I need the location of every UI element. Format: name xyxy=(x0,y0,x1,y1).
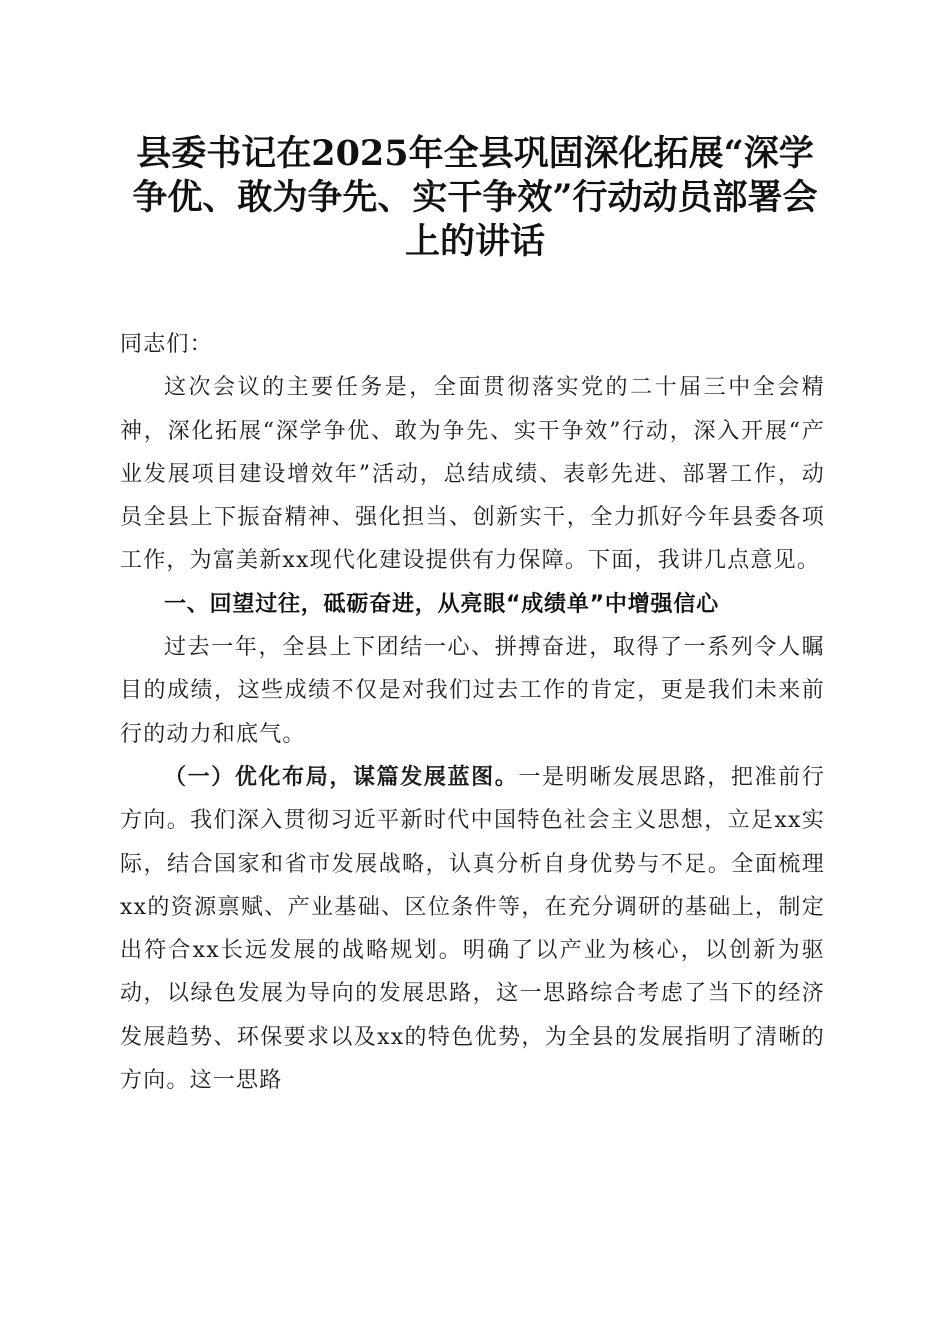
title-line-3: 上的讲话 xyxy=(404,221,545,262)
subsection-paragraph xyxy=(120,756,825,1102)
subsection-text: 一是明晰发展思路，把准前行方向。我们深入贯彻习近平新时代中国特色社会主义思想，立足xx实际，结合国家和省市发展战略，认真分析自身优势与不足。全面梳理xx的资源禀赋、产业基础、区位条件等，在充分调研的基础上，制定出符合xx长远发展的战略规划。明确了以产业为核心，以创新为驱动，以绿色发展为导向的发展思路，这一思路综合考虑了当下的经济发展趋势、环保要求以及xx的特色优势，为全县的发展指明了清晰的方向。这一思路 xyxy=(120,764,825,1094)
title-line-2: 争优、敢为争先、实干争效”行动动员部署会 xyxy=(132,177,818,218)
subsection-label: （一）优化布局，谋篇发展蓝图。 xyxy=(164,764,519,790)
section-heading: 一、回望过往，砥砺奋进，从亮眼“成绩单”中增强信心 xyxy=(164,591,719,617)
document-body xyxy=(120,323,825,1102)
section-intro-paragraph: 过去一年，全县上下团结一心、拼搏奋进，取得了一系列令人瞩目的成绩，这些成绩不仅是对我们过去工作的肯定，更是我们未来前行的动力和底气。 xyxy=(120,635,825,747)
title-line-1: 县委书记在2025年全县巩固深化拓展“深学 xyxy=(136,133,814,174)
document-title xyxy=(110,132,840,264)
opening-paragraph: 这次会议的主要任务是，全面贯彻落实党的二十届三中全会精神，深化拓展“深学争优、敢为争先、实干争效”行动，深入开展“产业发展项目建设增效年”活动，总结成绩、表彰先进、部署工作，动员全县上下振奋精神、强化担当、创新实干，全力抓好今年县委各项工作，为富美新xx现代化建设提供有力保障。下面，我讲几点意见。 xyxy=(120,375,825,574)
salutation: 同志们： xyxy=(120,332,213,357)
